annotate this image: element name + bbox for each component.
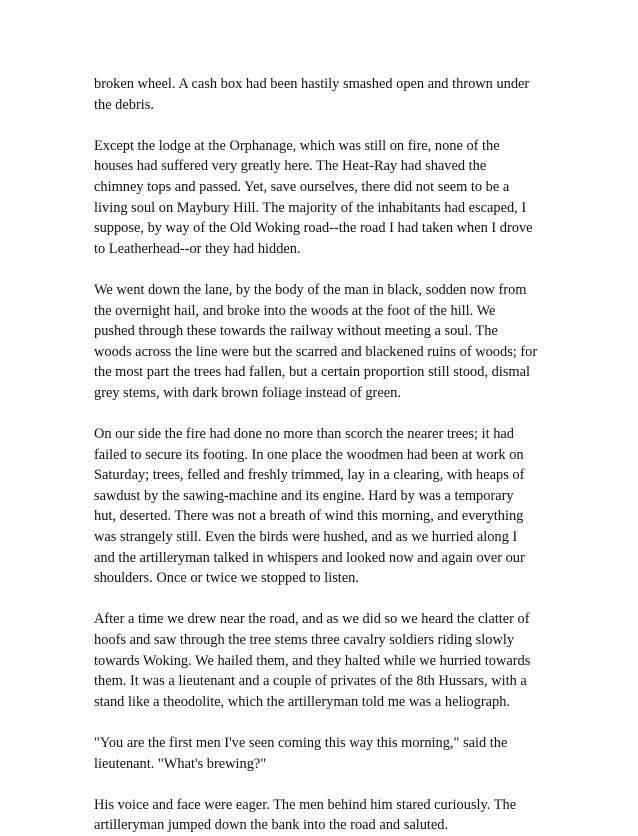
paragraph-spacer — [94, 712, 554, 733]
paragraph-5 — [94, 609, 554, 712]
text-line: On our side the fire had done no more than scorch the nearer trees; it had — [94, 426, 514, 443]
text-line: broken wheel. A cash box had been hastily smashed open and thrown under — [94, 76, 530, 92]
text-line: woods across the line were but the scarred and blackened ruins of woods; for — [94, 343, 538, 360]
text-line: towards Woking. We hailed them, and they halted while we hurried towards — [94, 652, 531, 669]
text-line: pushed through these towards the railway without meeting a soul. The — [94, 323, 498, 340]
text-line: chimney tops and passed. Yet, save ourselves, there did not seem to be a — [94, 178, 510, 195]
text-line: artilleryman jumped down the bank into the road and saluted. — [94, 817, 449, 834]
text-line: hut, deserted. There was not a breath of wind this morning, and everything — [94, 508, 524, 525]
document-body — [94, 74, 554, 836]
paragraph-3 — [94, 280, 554, 404]
text-line: Saturday; trees, felled and freshly trimmed, lay in a clearing, with heaps of — [94, 467, 525, 484]
paragraph-2 — [94, 136, 554, 260]
text-line: failed to secure its footing. In one place the woodmen had been at work on — [94, 446, 524, 463]
text-line: After a time we drew near the road, and as we did so we heard the clatter of — [94, 611, 530, 628]
text-line: shoulders. Once or twice we stopped to listen. — [94, 570, 359, 587]
paragraph-spacer — [94, 774, 554, 795]
text-line: We went down the lane, by the body of the man in black, sodden now from — [94, 281, 527, 298]
text-line: houses had suffered very greatly here. The Heat-Ray had shaved the — [94, 158, 487, 175]
paragraph-spacer — [94, 259, 554, 280]
text-line: to Leatherhead--or they had hidden. — [94, 240, 301, 257]
text-line: was strangely still. Even the birds were hushed, and as we hurried along I — [94, 529, 518, 546]
text-line: His voice and face were eager. The men behind him stared curiously. The — [94, 796, 517, 813]
paragraph-spacer — [94, 404, 554, 425]
paragraph-spacer — [94, 589, 554, 610]
text-line: the overnight hail, and broke into the woods at the foot of the hill. We — [94, 302, 496, 319]
text-line: grey stems, with dark brown foliage instead of green. — [94, 384, 401, 401]
text-line: the debris. — [94, 96, 154, 113]
text-line: living soul on Maybury Hill. The majority of the inhabitants had escaped, I — [94, 199, 527, 216]
paragraph-spacer — [94, 115, 554, 136]
text-line: suppose, by way of the Old Woking road--the road I had taken when I drove — [94, 220, 533, 237]
text-line: them. It was a lieutenant and a couple of privates of the 8th Hussars, with a — [94, 673, 527, 690]
paragraph-6 — [94, 733, 554, 774]
paragraph-1 — [94, 74, 554, 115]
text-line: Except the lodge at the Orphanage, which was still on fire, none of the — [94, 137, 500, 154]
paragraph-4 — [94, 424, 554, 589]
paragraph-7 — [94, 795, 554, 836]
text-line: hoofs and saw through the tree stems three cavalry soldiers riding slowly — [94, 632, 515, 649]
text-line: sawdust by the sawing-machine and its engine. Hard by was a temporary — [94, 487, 514, 504]
text-line: and the artilleryman talked in whispers and looked now and again over our — [94, 549, 525, 566]
text-line: "You are the first men I've seen coming this way this morning," said the — [94, 735, 508, 751]
text-line: lieutenant. "What's brewing?" — [94, 755, 267, 772]
text-line: stand like a theodolite, which the artilleryman told me was a heliograph. — [94, 693, 511, 710]
text-line: the most part the trees had fallen, but a certain proportion still stood, dismal — [94, 364, 531, 381]
